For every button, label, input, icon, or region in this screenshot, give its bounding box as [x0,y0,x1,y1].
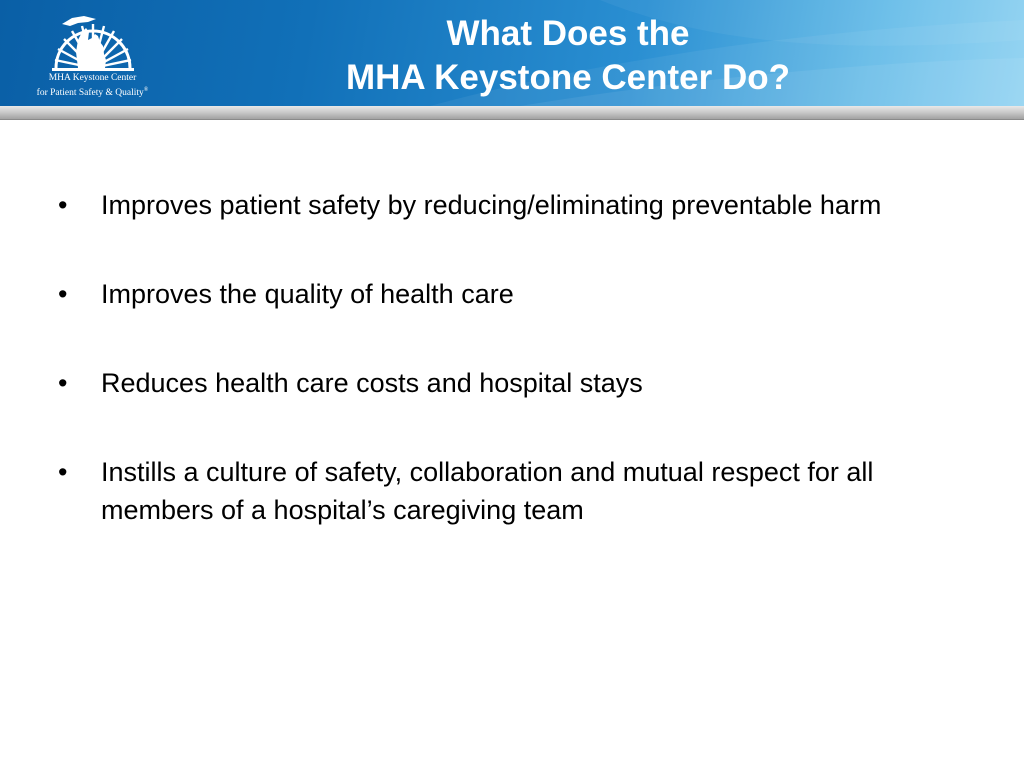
header-divider-bar [0,106,1024,120]
bullet-item [58,453,978,529]
bullet-item [58,186,978,224]
logo-trademark: ® [143,87,149,93]
michigan-sunburst-icon [48,10,138,72]
bullet-dot: • [58,190,68,220]
bullet-list [58,186,978,580]
bullet-text: Improves the quality of health care [101,279,514,309]
bullet-text: Improves patient safety by reducing/eliminating preventable harm [101,190,882,220]
bullet-item [58,275,978,313]
bullet-dot: • [58,368,68,398]
bullet-item [58,364,978,402]
slide-title-line-2: MHA Keystone Center Do? [345,58,791,97]
logo-text [30,72,155,99]
bullet-dot: • [58,279,68,309]
slide-title [240,12,896,100]
header-banner [0,0,1024,106]
slide-title-line-1: What Does the [446,14,690,53]
logo-line-1: MHA Keystone Center [48,73,137,83]
bullet-text: Reduces health care costs and hospital stays [101,368,643,398]
logo-line-2-wrapper [30,84,155,99]
mha-keystone-logo [30,8,155,100]
bullet-text: Instills a culture of safety, collaboration and mutual respect for all members of a hospital’s caregiving team [101,457,874,525]
logo-line-2: for Patient Safety & Quality [36,88,144,99]
header-divider-line [0,119,1024,120]
bullet-dot: • [58,457,68,487]
